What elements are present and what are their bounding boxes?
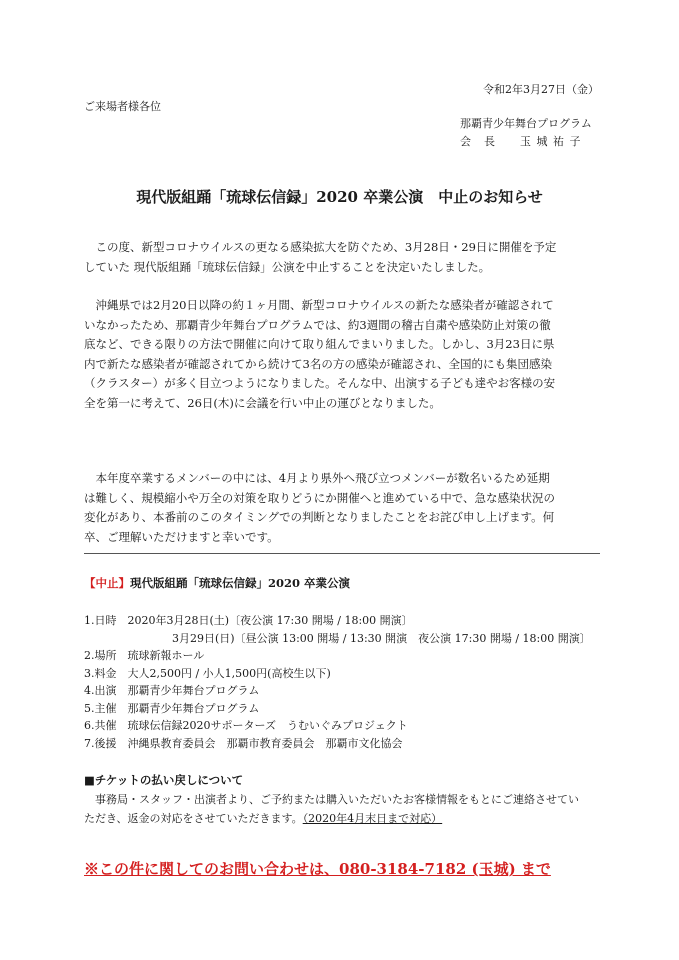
event-details	[84, 612, 591, 752]
event-heading	[84, 575, 350, 591]
paragraph-line: 底など、できる限りの方法で開催に向けて取り組んでまいりました。しかし、3月23日に県	[84, 337, 555, 351]
paragraph-1	[84, 238, 600, 277]
detail-organizer: 5.主催 那覇青少年舞台プログラム	[84, 701, 260, 715]
detail-price: 3.料金 大人2,500円 / 小人1,500円(高校生以下)	[84, 666, 331, 680]
detail-co-organizer: 6.共催 琉球伝信録2020サポーターズ うむいぐみプロジェクト	[84, 719, 408, 732]
recipient: ご来場者様各位	[84, 100, 161, 113]
paragraph-line: 全を第一に考えて、26日(木)に会議を行い中止の運びとなりました。	[84, 395, 441, 410]
paragraph-line: していた 現代版組踊「琉球伝信録」公演を中止することを決定いたしました。	[84, 259, 491, 274]
detail-venue: 2.場所 琉球新報ホール	[84, 649, 205, 662]
president-name: 会 長 玉 城 祐 子	[460, 135, 582, 148]
contact-info: ※この件に関してのお問い合わせは、080-3184-7182 (玉城) まで	[84, 860, 551, 878]
ticket-refund-text	[84, 790, 600, 828]
page-title: 現代版組踊「琉球伝信録」2020 卒業公演 中止のお知らせ	[136, 188, 543, 206]
paragraph-line: は難しく、規模縮小や万全の対策を取りどうにか開催へと進めている中で、急な感染状況の	[84, 490, 556, 505]
paragraph-line: この度、新型コロナウイルスの更なる感染拡大を防ぐため、3月28日・29日に開催を予定	[84, 240, 557, 254]
paragraph-line: 卒、ご理解いただけますと幸いです。	[84, 529, 279, 544]
paragraph-2	[84, 296, 600, 413]
organization-name: 那覇青少年舞台プログラム	[460, 117, 592, 130]
detail-date: 1.日時 2020年3月28日(土)〔夜公演 17:30 開場 / 18:00 開演〕	[84, 614, 413, 627]
section-divider	[84, 553, 600, 554]
ticket-line-text: ただき、返金の対応をさせていただきます。	[84, 812, 303, 825]
document-date: 令和2年3月27日（金）	[483, 83, 599, 96]
ticket-line: 事務局・スタッフ・出演者より、ご予約または購入いただいたお客様情報をもとにご連絡させてい	[84, 793, 579, 806]
detail-sponsor: 7.後援 沖縄県教育委員会 那覇市教育委員会 那覇市文化協会	[84, 736, 403, 750]
paragraph-line: 本年度卒業するメンバーの中には、4月より県外へ飛び立つメンバーが数名いるため延期	[84, 471, 550, 485]
paragraph-line: 変化があり、本番前のこのタイミングでの判断となりましたことをお詫び申し上げます。何	[84, 510, 555, 524]
paragraph-line: いなかったため、那覇青少年舞台プログラムでは、約3週間の稽古自粛や感染防止対策の徹	[84, 317, 551, 332]
refund-deadline: （2020年4月末日まで対応）	[302, 812, 443, 825]
ticket-line	[84, 809, 600, 828]
paragraph-line: 沖縄県では2月20日以降の約１ヶ月間、新型コロナウイルスの新たな感染者が確認されて	[84, 298, 554, 312]
paragraph-3	[84, 469, 600, 547]
event-title: 現代版組踊「琉球伝信録」2020 卒業公演	[130, 576, 351, 590]
detail-date-2: 3月29日(日)〔昼公演 13:00 開場 / 13:30 開演 夜公演 17:30 開場 / 18:00 開演〕	[84, 631, 591, 645]
detail-performers: 4.出演 那覇青少年舞台プログラム	[84, 684, 260, 697]
paragraph-line: （クラスター）が多く目立つようになりました。そんな中、出演する子ども達やお客様の安	[84, 376, 556, 390]
cancelled-tag: 【中止】	[84, 576, 130, 590]
ticket-refund-heading: ■チケットの払い戻しについて	[84, 773, 244, 787]
paragraph-line: 内で新たな感染者が確認されてから続けて3名の方の感染が確認され、全国的にも集団感染	[84, 356, 553, 371]
